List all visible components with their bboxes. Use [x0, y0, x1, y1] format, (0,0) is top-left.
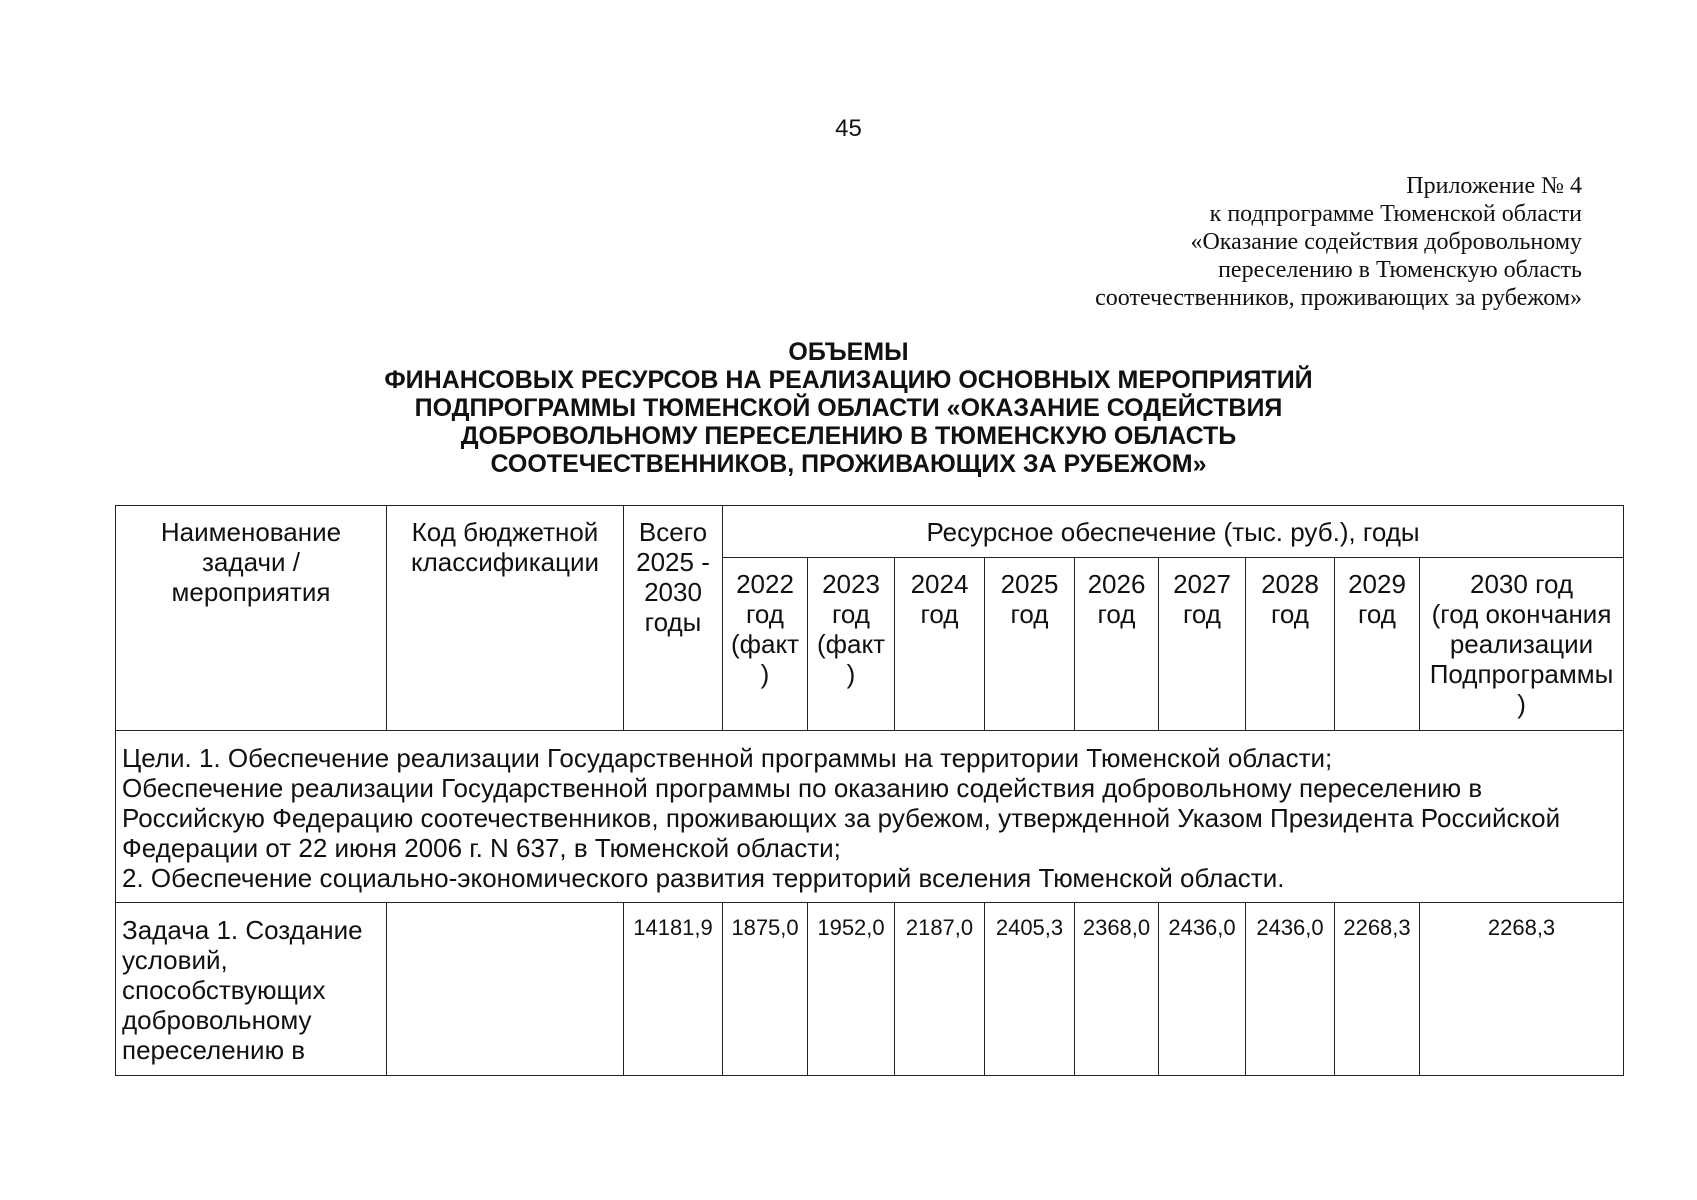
header-year-line: год [746, 599, 784, 629]
header-name-line: задачи / [202, 547, 300, 577]
finance-table [115, 505, 1624, 1076]
header-year-line: (год окончания [1431, 599, 1612, 629]
appendix-line: «Оказание содействия добровольному [1190, 229, 1582, 255]
header-year-line: 2029 [1348, 569, 1406, 599]
task-name-cell [116, 903, 387, 1076]
header-total-line: Всего [638, 517, 708, 547]
header-code-cell [387, 506, 624, 731]
goals-line: Российскую Федерацию соотечественников, проживающих за рубежом, утвержденной Указом Президента Российской [122, 803, 1561, 833]
header-year-line: (факт [816, 629, 886, 659]
header-year-line: 2027 [1173, 569, 1231, 599]
header-year-cell [723, 558, 808, 731]
header-year-line: год [1010, 599, 1049, 629]
header-resources-cell [723, 506, 1624, 558]
header-year-cell [1420, 558, 1624, 731]
task-name-line: условий, [122, 945, 228, 975]
title-line: ПОДПРОГРАММЫ ТЮМЕНСКОЙ ОБЛАСТИ «ОКАЗАНИЕ СОДЕЙСТВИЯ [414, 394, 1283, 422]
task-name-line: переселению в [122, 1035, 306, 1065]
header-year-line: год [920, 599, 959, 629]
header-total-line: 2030 [644, 577, 702, 607]
header-total-line: годы [644, 607, 702, 637]
header-year-line: 2028 [1261, 569, 1319, 599]
header-year-line: 2023 [822, 569, 880, 599]
task-code-cell [387, 903, 624, 1076]
task-year-value: 1952,0 [808, 903, 895, 1076]
title-line: СООТЕЧЕСТВЕННИКОВ, ПРОЖИВАЮЩИХ ЗА РУБЕЖОМ» [490, 450, 1207, 478]
header-year-line: 2025 [1000, 569, 1059, 599]
page-number: 45 [835, 115, 862, 142]
task-name-line: добровольному [122, 1005, 312, 1035]
header-year-line: год [1097, 599, 1136, 629]
header-year-line: год [1358, 599, 1396, 629]
appendix-line: переселению в Тюменскую область [1218, 257, 1582, 283]
header-year-cell [1246, 558, 1335, 731]
header-year-cell [895, 558, 985, 731]
task-year-value: 2436,0 [1246, 903, 1335, 1076]
header-total-cell [624, 506, 723, 731]
header-row [116, 506, 1624, 558]
header-code-line: Код бюджетной [411, 517, 599, 547]
goals-line: 2. Обеспечение социально-экономического развития территорий вселения Тюменской области. [122, 863, 1285, 893]
header-year-line: ) [846, 659, 856, 689]
header-year-line: (факт [730, 629, 800, 659]
header-name-cell [116, 506, 387, 731]
task-year-value: 2268,3 [1420, 903, 1624, 1076]
task-year-value: 2187,0 [895, 903, 985, 1076]
title-line: ФИНАНСОВЫХ РЕСУРСОВ НА РЕАЛИЗАЦИЮ ОСНОВНЫХ МЕРОПРИЯТИЙ [384, 366, 1313, 394]
header-name-line: мероприятия [171, 577, 331, 607]
appendix-line: Приложение № 4 [1406, 173, 1582, 199]
table-row [116, 903, 1624, 1076]
header-year-line: 2030 год [1470, 569, 1574, 599]
header-year-cell [1159, 558, 1246, 731]
goals-row [116, 731, 1624, 903]
header-year-line: Подпрограммы [1429, 659, 1614, 689]
task-name-line: способствующих [122, 975, 326, 1005]
header-year-line: год [1183, 599, 1221, 629]
header-year-line: ) [760, 659, 770, 689]
header-year-line: год [832, 599, 870, 629]
header-year-line: 2026 [1087, 569, 1146, 599]
appendix-note [1095, 172, 1582, 312]
header-year-cell [1335, 558, 1420, 731]
title-line: ДОБРОВОЛЬНОМУ ПЕРЕСЕЛЕНИЮ В ТЮМЕНСКУЮ ОБЛАСТЬ [460, 422, 1237, 450]
header-year-line: 2024 [910, 569, 969, 599]
title-line: ОБЪЕМЫ [788, 338, 909, 366]
task-year-value: 2405,3 [985, 903, 1075, 1076]
appendix-line: соотечественников, проживающих за рубежом» [1095, 285, 1582, 311]
task-name-line: Задача 1. Создание [122, 915, 363, 945]
goals-line: Обеспечение реализации Государственной программы по оказанию содействия добровольному переселению в [122, 773, 1483, 803]
goals-line: Цели. 1. Обеспечение реализации Государственной программы на территории Тюменской области; [122, 743, 1333, 773]
header-year-cell [985, 558, 1075, 731]
header-total-line: 2025 - [636, 547, 710, 577]
header-resources-label: Ресурсное обеспечение (тыс. руб.), годы [926, 517, 1420, 547]
task-year-value: 2268,3 [1335, 903, 1420, 1076]
header-year-cell [808, 558, 895, 731]
task-total-cell: 14181,9 [624, 903, 723, 1076]
goals-cell [116, 731, 1624, 903]
header-code-line: классификации [410, 547, 600, 577]
header-year-line: 2022 [736, 569, 794, 599]
task-year-value: 2368,0 [1075, 903, 1159, 1076]
header-name-line: Наименование [160, 517, 342, 547]
goals-line: Федерации от 22 июня 2006 г. N 637, в Тюменской области; [122, 833, 841, 863]
task-year-value: 1875,0 [723, 903, 808, 1076]
header-year-line: реализации [1449, 629, 1594, 659]
appendix-line: к подпрограмме Тюменской области [1209, 201, 1582, 227]
header-year-line: ) [1517, 689, 1526, 719]
task-year-value: 2436,0 [1159, 903, 1246, 1076]
document-title [0, 338, 1697, 478]
header-year-cell [1075, 558, 1159, 731]
header-year-line: год [1271, 599, 1309, 629]
